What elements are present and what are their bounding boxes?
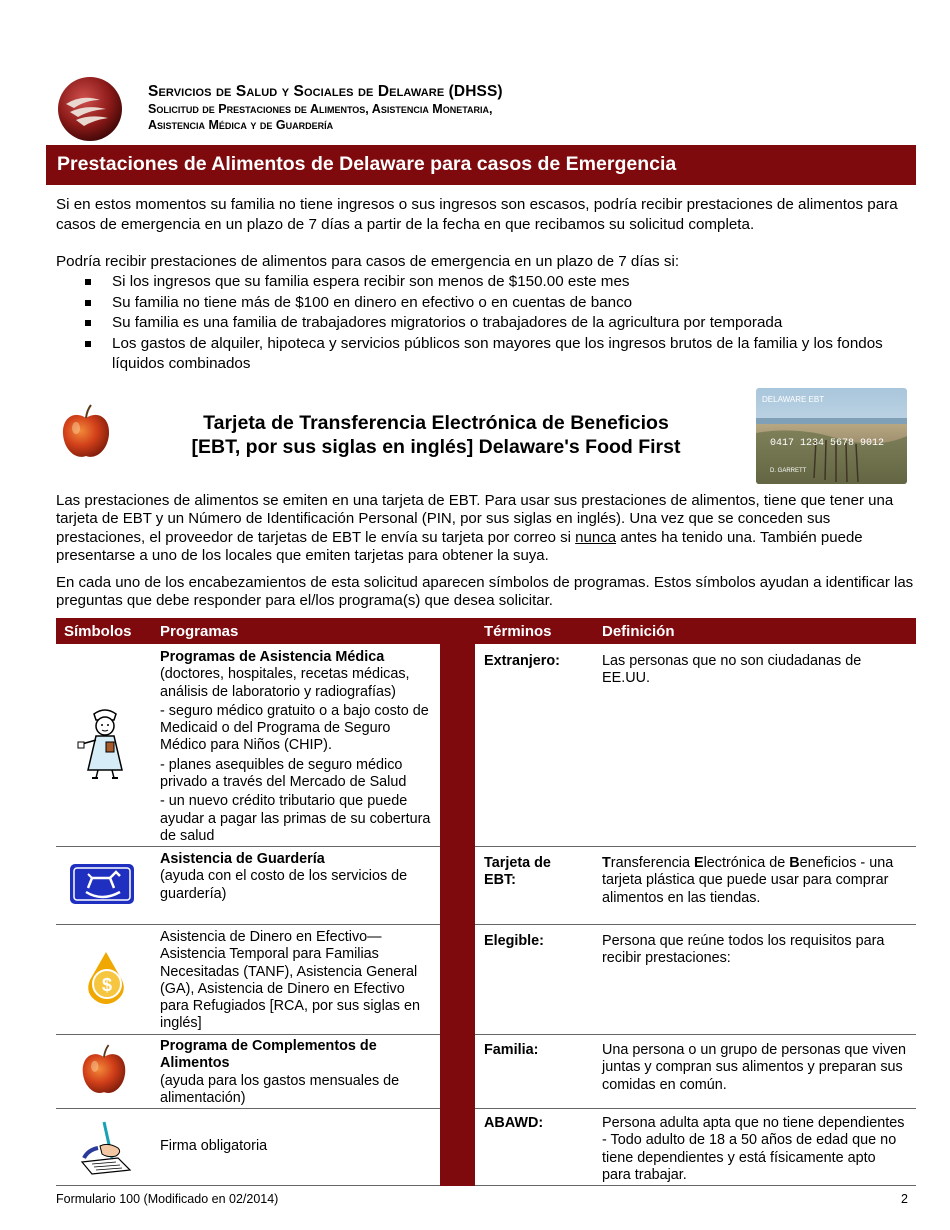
cash-dollar-icon (80, 950, 132, 1006)
definition-abawd: Persona adulta apta que no tiene dependientes - Todo adulto de 18 a 50 años de edad que no tiene dependientes y está físicamente apto para trabajar. (602, 1115, 905, 1183)
apple-icon (80, 1044, 128, 1096)
ebt-acronym-e: E (694, 855, 704, 871)
ebt-title-line1: Tarjeta de Transferencia Electrónica de Beneficios (203, 412, 669, 434)
apple-icon (60, 404, 112, 460)
table-divider-bar (440, 644, 475, 1186)
program-childcare (160, 851, 432, 903)
program-snap (160, 1038, 432, 1107)
header-terms: Términos (484, 623, 552, 640)
page-header (56, 76, 916, 142)
org-name: Servicios de Salud y Sociales de Delaware (DHSS) (148, 83, 503, 100)
list-item: Si los ingresos que su familia espera recibir son menos de $150.00 este mes (84, 272, 914, 293)
header-symbols: Símbolos (64, 623, 132, 640)
program-medical-title: Programas de Asistencia Médica (160, 649, 385, 665)
program-cash-title: Asistencia de Dinero en Efectivo—Asistencia Temporal para Familias Necesitadas (TANF), Asistencia General (GA), Asistencia de Dinero en Efectivo para Refugiados [RCA, por sus siglas en inglés] (160, 929, 420, 1032)
programs-terms-table (56, 618, 916, 1186)
row-divider (56, 1185, 440, 1186)
program-signature-title: Firma obligatoria (160, 1138, 268, 1154)
ebt-title-line2: [EBT, por sus siglas en inglés] Delaware's Food First (191, 435, 681, 458)
header-programs: Programas (160, 623, 239, 640)
row-divider (475, 1108, 916, 1109)
section-banner: Prestaciones de Alimentos de Delaware para casos de Emergencia (46, 145, 916, 185)
ebt-paragraph-1-underlined: nunca (575, 528, 617, 546)
term-ebt-card: Tarjeta de EBT: (484, 855, 551, 889)
definition-family: Una persona o un grupo de personas que viven juntas y compran sus alimentos y preparan sus comidas en común. (602, 1042, 907, 1093)
dhss-logo (56, 76, 124, 142)
ebt-card-brand: DELAWARE EBT (762, 395, 825, 404)
svg-text:$: $ (101, 975, 113, 995)
eligibility-lead: Podría recibir prestaciones de alimentos para casos de emergencia en un plazo de 7 días si: (56, 253, 680, 270)
ebt-card-image (756, 388, 907, 484)
program-medical (160, 649, 432, 845)
medical-nurse-icon (76, 706, 134, 782)
ebt-card-number: 0417 1234 5678 9012 (770, 438, 885, 449)
program-medical-item1: - seguro médico gratuito o a bajo costo de Medicaid o del Programa de Seguro Médico para Niños (CHIP). (160, 702, 429, 754)
ebt-paragraph-1-part1: Las prestaciones de alimentos se emiten en una tarjeta de EBT. Para usar sus prestaciones de alimentos, tiene que tener una tarjeta de EBT y un Número de Identificación Personal (PIN, por sus siglas en inglés). Una vez que se conceden sus prestaciones, el proveedor de tarjetas de EBT le envía su tarjeta por correo si (56, 492, 894, 546)
childcare-rocking-horse-icon (68, 862, 136, 906)
ebt-acronym-b: B (789, 855, 800, 871)
row-divider (475, 1034, 916, 1035)
definition-eligible: Persona que reúne todos los requisitos para recibir prestaciones: (602, 933, 885, 967)
row-divider (475, 924, 916, 925)
eligibility-list (84, 272, 914, 375)
program-snap-title: Programa de Complementos de Alimentos (160, 1038, 377, 1072)
row-divider (56, 1034, 440, 1035)
header-definition: Definición (602, 623, 675, 640)
term-alien: Extranjero: (484, 653, 560, 669)
list-item: Su familia no tiene más de $100 en dinero en efectivo o en cuentas de banco (84, 293, 914, 314)
intro-paragraph: Si en estos momentos su familia no tiene ingresos o sus ingresos son escasos, podría recibir prestaciones de alimentos para casos de emergencia en un plazo de 7 días a partir de la fecha en que recibamos su solicitud completa. (56, 196, 898, 233)
definition-ebt-part3: eneficios - una tarjeta plástica que puede usar para comprar alimentos en las tiendas. (602, 855, 894, 906)
program-medical-desc: (doctores, hospitales, recetas médicas, análisis de laboratorio y radiografías) (160, 666, 410, 700)
definition-ebt-card (602, 855, 907, 907)
definition-ebt-part1: ransferencia (610, 855, 694, 871)
ebt-paragraph-1-part2: antes ha tenido una. También puede presentarse a uno de los locales que emiten tarjetas para obtener la suya. (56, 528, 863, 565)
program-childcare-title: Asistencia de Guardería (160, 851, 325, 867)
row-divider (475, 846, 916, 847)
form-subtitle-line2: Asistencia Médica y de Guardería (148, 118, 334, 132)
list-item: Los gastos de alquiler, hipoteca y servicios públicos son mayores que los ingresos brutos de la familia y los fondos líquidos combinados (84, 334, 914, 375)
ebt-card-holder: D. GARRETT (770, 468, 807, 474)
ebt-acronym-t: T (602, 855, 611, 871)
ebt-paragraph-1 (56, 492, 916, 566)
page-number: 2 (901, 1192, 908, 1206)
row-divider (56, 1108, 440, 1109)
program-medical-item3: - un nuevo crédito tributario que puede ayudar a pagar las primas de su cobertura de salud (160, 793, 431, 844)
ebt-title (140, 412, 732, 459)
program-snap-desc: (ayuda para los gastos mensuales de alimentación) (160, 1072, 400, 1106)
term-family: Familia: (484, 1042, 539, 1058)
list-item: Su familia es una familia de trabajadores migratorios o trabajadores de la agricultura por temporada (84, 313, 914, 334)
program-childcare-desc: (ayuda con el costo de los servicios de guardería) (160, 868, 408, 902)
signature-pen-icon (78, 1118, 134, 1176)
term-eligible: Elegible: (484, 933, 544, 949)
ebt-paragraph-2: En cada uno de los encabezamientos de esta solicitud aparecen símbolos de programas. Estos símbolos ayudan a identificar las preguntas que debe responder para el/los programa(s) que desea solicitar. (56, 574, 914, 610)
page-footer (56, 1192, 908, 1206)
row-divider (56, 846, 440, 847)
definition-alien: Las personas que no son ciudadanas de EE.UU. (602, 653, 862, 687)
term-abawd: ABAWD: (484, 1115, 544, 1131)
form-number: Formulario 100 (Modificado en 02/2014) (56, 1192, 279, 1206)
table-header (56, 618, 916, 644)
program-medical-item2: - planes asequibles de seguro médico privado a través del Mercado de Salud (160, 756, 407, 791)
row-divider (475, 1185, 916, 1186)
definition-ebt-part2: lectrónica de (703, 855, 790, 871)
row-divider (56, 924, 440, 925)
form-subtitle-line1: Solicitud de Prestaciones de Alimentos, Asistencia Monetaria, (148, 102, 493, 116)
